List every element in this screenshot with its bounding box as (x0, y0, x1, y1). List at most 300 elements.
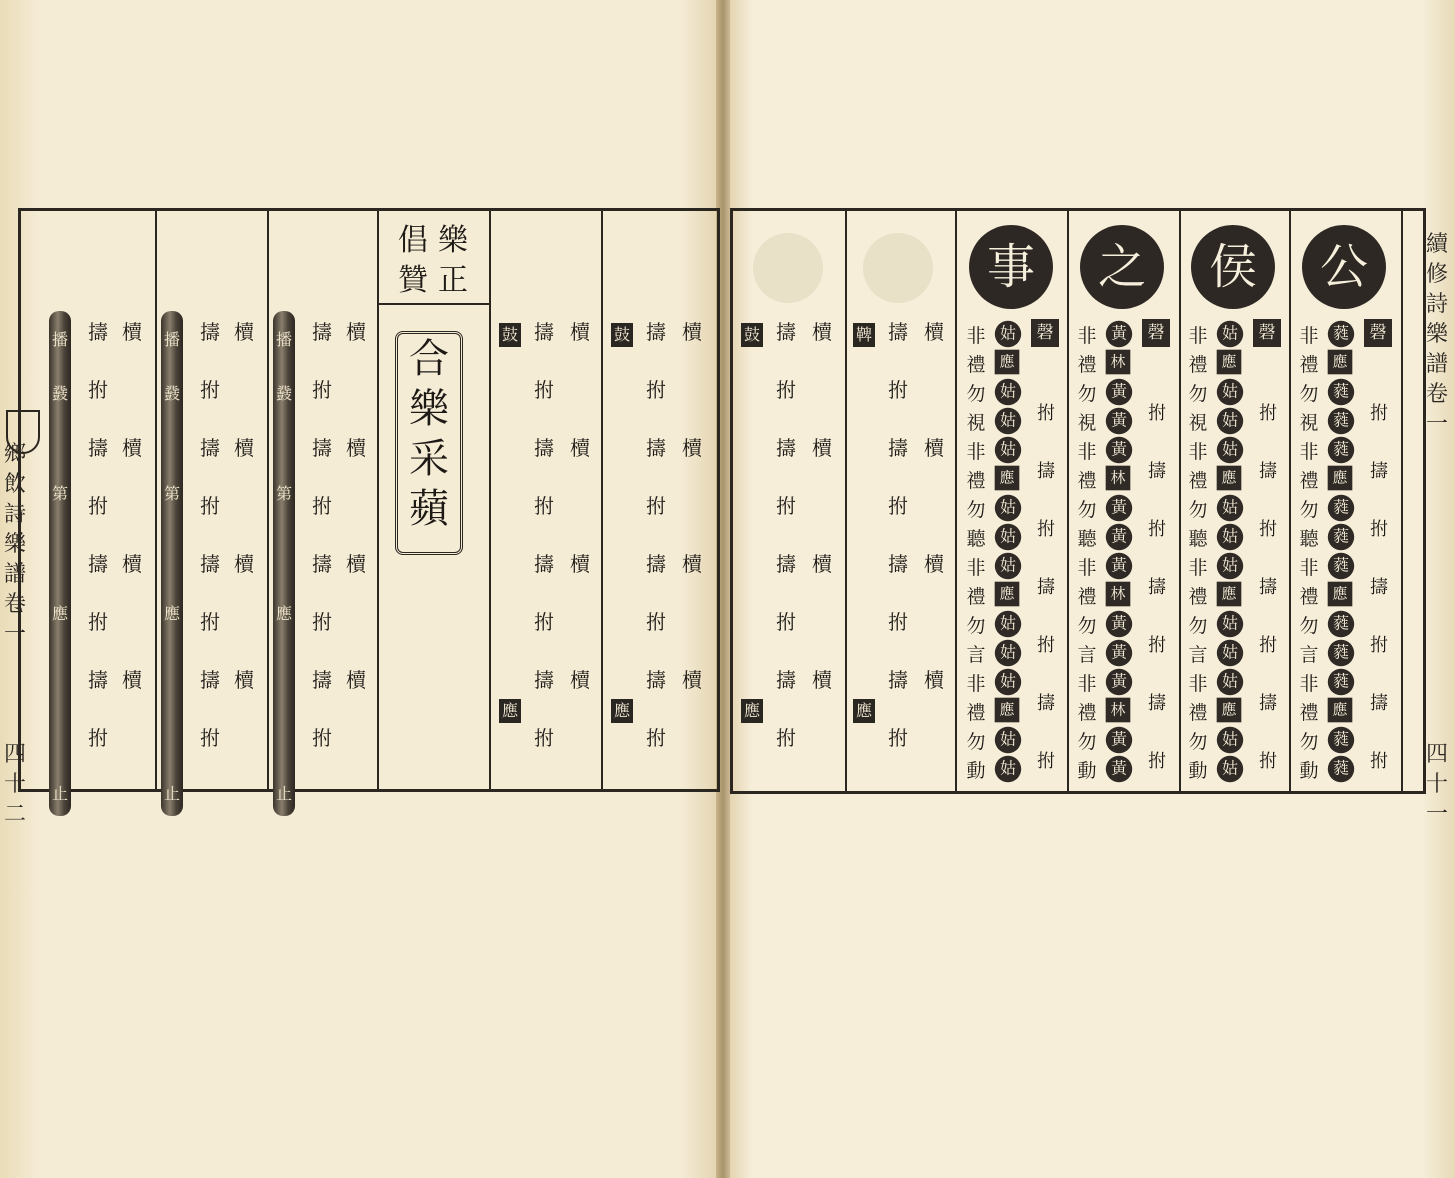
drum-bar-mark: 應 (275, 604, 292, 623)
strike-char: 拊 (200, 378, 220, 402)
strike-char: 拊 (88, 726, 108, 750)
lyric-char: 勿 (1188, 731, 1208, 753)
drum-bar-mark: 止 (275, 784, 292, 803)
margin-char: 卷 (1425, 382, 1448, 407)
margin-char: 卷 (3, 592, 26, 617)
strike-char: 拊 (534, 726, 554, 750)
right-margin-title (1424, 230, 1450, 440)
margin-char: 樂 (3, 532, 26, 557)
lyric-char: 非 (966, 325, 986, 347)
drum-bar-mark: 第 (275, 484, 292, 503)
strike-char: 擣 (200, 552, 220, 576)
lyric-char: 非 (1299, 325, 1319, 347)
note-seal: 林 (1106, 698, 1131, 723)
strike-char: 拊 (200, 610, 220, 634)
lyric-char: 非 (1299, 673, 1319, 695)
note-seal: 黃 (1106, 379, 1132, 405)
margin-char: 四 (3, 742, 26, 767)
note-seal: 應 (1217, 466, 1242, 491)
margin-char: 四 (1425, 742, 1448, 767)
lyric-char: 聽 (1077, 528, 1097, 550)
note-seal: 姑 (1217, 640, 1243, 666)
lyric-char: 勿 (1077, 615, 1097, 637)
strike-char: 擣 (534, 552, 554, 576)
heading-changzan: 倡贊 (398, 223, 428, 298)
note-seal: 黃 (1106, 321, 1132, 347)
note-seal: 應 (1328, 582, 1353, 607)
lyric-char: 禮 (1299, 470, 1319, 492)
strike-char: 擣 (646, 320, 666, 344)
margin-char: 十 (3, 772, 26, 797)
faded-seal (753, 233, 823, 303)
lyric-char: 禮 (1077, 702, 1097, 724)
strike-char: 拊 (1037, 751, 1055, 772)
strike-char: 擣 (312, 320, 332, 344)
lyric-char: 勿 (966, 731, 986, 753)
strike-char: 擣 (312, 436, 332, 460)
note-seal: 姑 (1217, 553, 1243, 579)
strike-char: 拊 (312, 494, 332, 518)
lyric-char: 非 (1188, 441, 1208, 463)
lyric-char: 非 (1188, 557, 1208, 579)
strike-char: 擣 (646, 668, 666, 692)
strike-char: 拊 (888, 726, 908, 750)
melody-column (1290, 211, 1400, 791)
du-char: 櫝 (122, 320, 142, 344)
note-seal: 姑 (1217, 727, 1243, 753)
note-seal: 姑 (1217, 379, 1243, 405)
note-seal: 應 (1217, 582, 1242, 607)
du-char: 櫝 (346, 552, 366, 576)
header-seal: 侯 (1191, 225, 1275, 309)
drum-bar-mark: 鼗 (275, 384, 292, 403)
lyric-char: 非 (1077, 673, 1097, 695)
drum-bar (161, 311, 183, 816)
du-char: 櫝 (234, 668, 254, 692)
du-char: 櫝 (234, 436, 254, 460)
note-seal: 蕤 (1328, 756, 1354, 782)
lyric-char: 言 (1188, 644, 1208, 666)
strike-char: 擣 (1037, 693, 1055, 714)
margin-char: 修 (1425, 262, 1448, 287)
strike-char: 擣 (1370, 693, 1388, 714)
header-seal: 之 (1080, 225, 1164, 309)
lyric-char: 非 (1299, 557, 1319, 579)
lyric-char: 勿 (966, 383, 986, 405)
lyric-char: 禮 (1077, 586, 1097, 608)
strike-char: 拊 (776, 494, 796, 518)
strike-char: 擣 (534, 436, 554, 460)
note-seal: 黃 (1106, 408, 1132, 434)
lyric-char: 勿 (1188, 615, 1208, 637)
drum-bar-mark: 第 (51, 484, 68, 503)
strike-char: 拊 (776, 378, 796, 402)
title-char: 采 (409, 436, 449, 482)
du-char: 櫝 (924, 668, 944, 692)
left-score-frame (18, 208, 720, 803)
lyric-char: 禮 (966, 586, 986, 608)
instrument-mark: 鼓 (611, 323, 633, 347)
lyric-char: 勿 (1077, 731, 1097, 753)
strike-char: 拊 (1037, 635, 1055, 656)
strike-char: 拊 (776, 610, 796, 634)
strike-char: 拊 (312, 610, 332, 634)
note-seal: 應 (1217, 350, 1242, 375)
note-seal: 應 (1328, 698, 1353, 723)
strike-char: 拊 (1037, 519, 1055, 540)
lyric-char: 勿 (1077, 499, 1097, 521)
lyric-char: 動 (1299, 760, 1319, 782)
percussion-column (605, 211, 715, 789)
strike-char: 拊 (1370, 403, 1388, 424)
strike-char: 拊 (1259, 751, 1277, 772)
lyric-char: 言 (1299, 644, 1319, 666)
note-seal: 蕤 (1328, 437, 1354, 463)
note-seal: 黃 (1106, 553, 1132, 579)
lyric-char: 禮 (1188, 586, 1208, 608)
strike-char: 擣 (1148, 577, 1166, 598)
note-seal: 應 (1328, 350, 1353, 375)
note-seal: 姑 (995, 408, 1021, 434)
du-char: 櫝 (924, 436, 944, 460)
margin-char: 飲 (3, 472, 26, 497)
drum-bar-mark: 播 (275, 330, 292, 349)
lyric-char: 禮 (966, 702, 986, 724)
note-seal: 應 (1328, 466, 1353, 491)
strike-char: 擣 (534, 320, 554, 344)
drum-bar-mark: 鼗 (163, 384, 180, 403)
lyric-char: 禮 (1188, 354, 1208, 376)
note-seal: 黃 (1106, 611, 1132, 637)
note-seal: 蕤 (1328, 553, 1354, 579)
strike-char: 拊 (1148, 751, 1166, 772)
lyric-char: 非 (1077, 557, 1097, 579)
note-seal: 姑 (1217, 524, 1243, 550)
qing-mark: 磬 (1364, 319, 1392, 347)
du-char: 櫝 (682, 668, 702, 692)
note-seal: 姑 (995, 640, 1021, 666)
du-char: 櫝 (122, 552, 142, 576)
drum-column (155, 211, 265, 803)
strike-char: 拊 (88, 494, 108, 518)
margin-char: 一 (1425, 802, 1448, 827)
percussion-column (493, 211, 603, 789)
strike-char: 擣 (776, 436, 796, 460)
melody-column (1068, 211, 1178, 791)
lyric-char: 禮 (1077, 470, 1097, 492)
piece-title (395, 331, 463, 555)
lyric-char: 勿 (966, 499, 986, 521)
drum-bar-mark: 第 (163, 484, 180, 503)
strike-char: 拊 (646, 610, 666, 634)
du-char: 櫝 (812, 436, 832, 460)
drum-bar (49, 311, 71, 816)
strike-char: 拊 (312, 726, 332, 750)
du-char: 櫝 (682, 552, 702, 576)
note-seal: 應 (995, 582, 1020, 607)
note-seal: 應 (995, 466, 1020, 491)
lyric-char: 非 (1299, 441, 1319, 463)
strike-char: 拊 (534, 378, 554, 402)
melody-column (1179, 211, 1289, 791)
note-seal: 林 (1106, 582, 1131, 607)
instrument-mark: 鞞 (853, 323, 875, 347)
strike-char: 擣 (888, 320, 908, 344)
margin-char: 十 (1425, 772, 1448, 797)
lyric-char: 聽 (1188, 528, 1208, 550)
drum-bar (273, 311, 295, 816)
note-seal: 黃 (1106, 756, 1132, 782)
strike-char: 擣 (1037, 461, 1055, 482)
lyric-char: 勿 (1299, 615, 1319, 637)
du-char: 櫝 (570, 436, 590, 460)
strike-char: 擣 (88, 436, 108, 460)
du-char: 櫝 (812, 552, 832, 576)
du-char: 櫝 (570, 320, 590, 344)
lyric-char: 禮 (966, 354, 986, 376)
strike-char: 拊 (312, 378, 332, 402)
strike-char: 拊 (1370, 751, 1388, 772)
right-score-frame (730, 208, 1426, 794)
ying-mark: 應 (611, 699, 633, 723)
title-char: 蘋 (409, 486, 449, 532)
margin-char: 樂 (1425, 322, 1448, 347)
note-seal: 黃 (1106, 437, 1132, 463)
margin-char: 一 (3, 622, 26, 647)
note-seal: 蕤 (1328, 524, 1354, 550)
note-seal: 姑 (995, 756, 1021, 782)
lyric-char: 非 (1077, 441, 1097, 463)
lyric-char: 動 (966, 760, 986, 782)
strike-char: 擣 (88, 552, 108, 576)
lyric-char: 禮 (1188, 470, 1208, 492)
strike-char: 擣 (646, 552, 666, 576)
drum-bar-mark: 播 (51, 330, 68, 349)
lyric-char: 勿 (1077, 383, 1097, 405)
strike-char: 拊 (1259, 519, 1277, 540)
du-char: 櫝 (346, 320, 366, 344)
margin-char: 詩 (3, 502, 26, 527)
note-seal: 黃 (1106, 524, 1132, 550)
lyric-char: 動 (1077, 760, 1097, 782)
strike-char: 拊 (888, 494, 908, 518)
note-seal: 姑 (1217, 408, 1243, 434)
note-seal: 姑 (1217, 321, 1243, 347)
lyric-char: 非 (1077, 325, 1097, 347)
strike-char: 拊 (534, 494, 554, 518)
drum-column (43, 211, 153, 803)
lyric-char: 言 (1077, 644, 1097, 666)
strike-char: 擣 (888, 436, 908, 460)
drum-column (267, 211, 377, 803)
note-seal: 黃 (1106, 495, 1132, 521)
note-seal: 姑 (995, 321, 1021, 347)
strike-char: 擣 (1148, 693, 1166, 714)
strike-char: 拊 (200, 494, 220, 518)
note-seal: 蕤 (1328, 727, 1354, 753)
du-char: 櫝 (924, 320, 944, 344)
lyric-char: 勿 (966, 615, 986, 637)
strike-char: 擣 (776, 668, 796, 692)
strike-char: 擣 (200, 320, 220, 344)
lyric-char: 視 (1299, 412, 1319, 434)
note-seal: 黃 (1106, 727, 1132, 753)
lyric-char: 禮 (1299, 586, 1319, 608)
margin-char: 二 (3, 802, 26, 827)
note-seal: 應 (995, 350, 1020, 375)
title-char: 樂 (409, 386, 449, 432)
du-char: 櫝 (682, 436, 702, 460)
lyric-char: 禮 (1077, 354, 1097, 376)
strike-char: 擣 (776, 320, 796, 344)
note-seal: 應 (1217, 698, 1242, 723)
note-seal: 林 (1106, 350, 1131, 375)
strike-char: 拊 (646, 494, 666, 518)
du-char: 櫝 (122, 668, 142, 692)
note-seal: 姑 (995, 669, 1021, 695)
du-char: 櫝 (234, 320, 254, 344)
du-char: 櫝 (346, 668, 366, 692)
note-seal: 姑 (1217, 611, 1243, 637)
lyric-char: 非 (1188, 325, 1208, 347)
lyric-char: 視 (1077, 412, 1097, 434)
note-seal: 姑 (995, 611, 1021, 637)
du-char: 櫝 (122, 436, 142, 460)
note-seal: 蕤 (1328, 669, 1354, 695)
du-char: 櫝 (812, 668, 832, 692)
strike-char: 擣 (1037, 577, 1055, 598)
lyric-char: 勿 (1299, 383, 1319, 405)
note-seal: 蕤 (1328, 379, 1354, 405)
strike-char: 拊 (1259, 635, 1277, 656)
strike-char: 擣 (1370, 577, 1388, 598)
margin-char: 譜 (3, 562, 26, 587)
drum-bar-mark: 止 (51, 784, 68, 803)
lyric-char: 動 (1188, 760, 1208, 782)
strike-char: 擣 (312, 668, 332, 692)
heading-yuezheng: 樂正 (438, 223, 468, 298)
column-rule (1401, 211, 1403, 791)
note-seal: 蕤 (1328, 611, 1354, 637)
lyric-char: 勿 (1299, 731, 1319, 753)
title-column (377, 211, 491, 789)
strike-char: 擣 (312, 552, 332, 576)
instrument-mark: 鼓 (741, 323, 763, 347)
note-seal: 蕤 (1328, 321, 1354, 347)
strike-char: 擣 (1259, 693, 1277, 714)
margin-char: 鄉 (3, 442, 26, 467)
strike-char: 擣 (88, 668, 108, 692)
left-margin-page (2, 740, 28, 830)
strike-char: 擣 (1148, 461, 1166, 482)
note-seal: 黃 (1106, 669, 1132, 695)
strike-char: 拊 (1037, 403, 1055, 424)
drum-bar-mark: 鼗 (51, 384, 68, 403)
note-seal: 姑 (1217, 437, 1243, 463)
strike-char: 擣 (888, 668, 908, 692)
note-seal: 姑 (1217, 756, 1243, 782)
strike-char: 拊 (1370, 635, 1388, 656)
lyric-char: 視 (1188, 412, 1208, 434)
note-seal: 姑 (1217, 495, 1243, 521)
note-seal: 蕤 (1328, 640, 1354, 666)
header-seal: 公 (1302, 225, 1386, 309)
note-seal: 姑 (995, 727, 1021, 753)
note-seal: 姑 (1217, 669, 1243, 695)
strike-char: 擣 (776, 552, 796, 576)
title-char: 合 (409, 336, 449, 382)
qing-mark: 磬 (1253, 319, 1281, 347)
lyric-char: 非 (966, 557, 986, 579)
note-seal: 姑 (995, 495, 1021, 521)
qing-mark: 磬 (1142, 319, 1170, 347)
fishtail-mark (6, 410, 40, 454)
qing-mark: 磬 (1031, 319, 1059, 347)
margin-char: 詩 (1425, 292, 1448, 317)
lyric-char: 視 (966, 412, 986, 434)
strike-char: 拊 (1370, 519, 1388, 540)
strike-char: 擣 (1259, 461, 1277, 482)
lyric-char: 禮 (966, 470, 986, 492)
note-seal: 蕤 (1328, 495, 1354, 521)
lyric-char: 禮 (1188, 702, 1208, 724)
lyric-char: 聽 (1299, 528, 1319, 550)
margin-char: 一 (1425, 412, 1448, 437)
lyric-char: 聽 (966, 528, 986, 550)
strike-char: 拊 (200, 726, 220, 750)
note-seal: 姑 (995, 524, 1021, 550)
note-seal: 黃 (1106, 640, 1132, 666)
ying-mark: 應 (741, 699, 763, 723)
strike-char: 拊 (1148, 635, 1166, 656)
lyric-char: 勿 (1299, 499, 1319, 521)
strike-char: 拊 (776, 726, 796, 750)
strike-char: 拊 (88, 610, 108, 634)
strike-char: 擣 (1259, 577, 1277, 598)
ying-mark: 應 (499, 699, 521, 723)
strike-char: 拊 (888, 378, 908, 402)
du-char: 櫝 (234, 552, 254, 576)
margin-char: 譜 (1425, 352, 1448, 377)
du-char: 櫝 (924, 552, 944, 576)
left-margin-title (2, 440, 28, 650)
strike-char: 拊 (646, 378, 666, 402)
du-char: 櫝 (812, 320, 832, 344)
drum-bar-mark: 止 (163, 784, 180, 803)
note-seal: 蕤 (1328, 408, 1354, 434)
du-char: 櫝 (682, 320, 702, 344)
lyric-char: 非 (966, 673, 986, 695)
lyric-char: 勿 (1188, 499, 1208, 521)
drum-bar-mark: 應 (51, 604, 68, 623)
lyric-char: 非 (1188, 673, 1208, 695)
strike-char: 拊 (534, 610, 554, 634)
du-char: 櫝 (346, 436, 366, 460)
strike-char: 擣 (1370, 461, 1388, 482)
strike-char: 拊 (88, 378, 108, 402)
drum-bar-mark: 播 (163, 330, 180, 349)
note-seal: 應 (995, 698, 1020, 723)
note-seal: 姑 (995, 437, 1021, 463)
strike-char: 擣 (534, 668, 554, 692)
melody-column (957, 211, 1067, 791)
note-seal: 林 (1106, 466, 1131, 491)
strike-char: 拊 (1259, 403, 1277, 424)
note-seal: 姑 (995, 553, 1021, 579)
strike-char: 擣 (200, 668, 220, 692)
margin-char: 續 (1425, 232, 1448, 257)
strike-char: 拊 (1148, 403, 1166, 424)
